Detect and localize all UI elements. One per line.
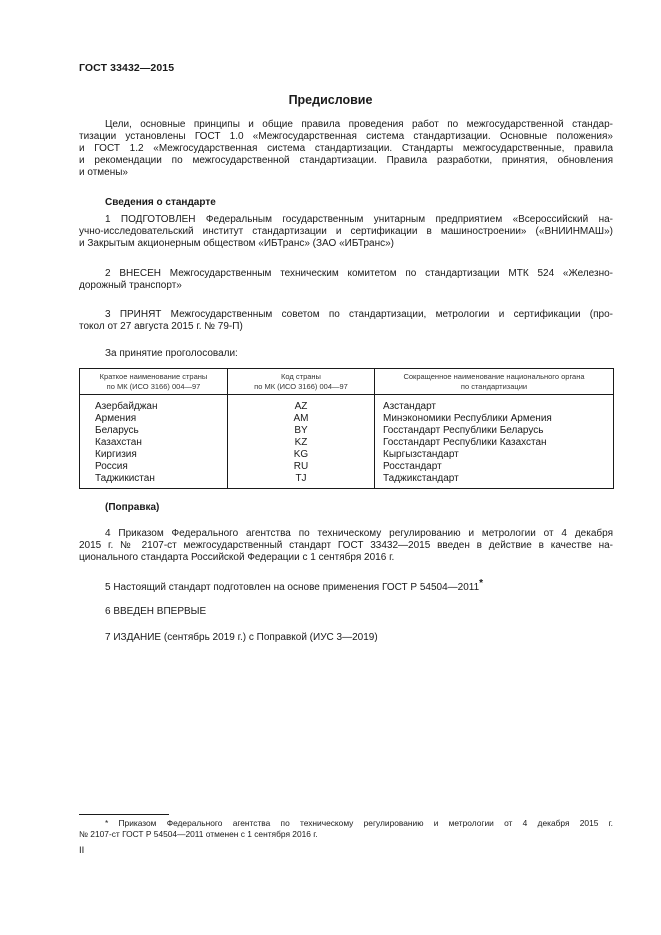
item-line: токол от 27 августа 2015 г. № 79-П) — [79, 321, 243, 333]
table-row — [80, 437, 614, 449]
item-2 — [79, 268, 613, 292]
intro-line: и ГОСТ 1.2 «Межгосударственная система стандартизации. Стандарты межгосударственные, правила — [79, 143, 613, 155]
header-code: Код страны по МК (ИСО 3166) 004—97 — [228, 369, 375, 395]
code-cell: AM — [228, 413, 375, 425]
item-7-text: 7 ИЗДАНИЕ (сентябрь 2019 г.) с Поправкой (ИУС 3—2019) — [105, 632, 378, 643]
body-cell: Минэкономики Республики Армения — [375, 413, 614, 425]
item-line: и Закрытым акционерным обществом «ИБТранс» (ЗАО «ИБТранс») — [79, 238, 395, 250]
footnote-mark: * — [479, 578, 484, 589]
page-number: II — [79, 845, 85, 856]
item-6 — [79, 606, 613, 618]
item-line: дорожный транспорт» — [79, 280, 182, 292]
document-header: ГОСТ 33432—2015 — [79, 62, 175, 74]
voting-table — [79, 368, 614, 489]
table-row — [80, 449, 614, 461]
item-line: 1 ПОДГОТОВЛЕН Федеральным государственным унитарным предприятием «Всероссийский на- — [105, 214, 613, 225]
vote-intro — [79, 348, 613, 360]
country-cell: Казахстан — [80, 437, 228, 449]
item-1 — [79, 214, 613, 250]
body-cell: Росстандарт — [375, 461, 614, 473]
vote-intro-text: За принятие проголосовали: — [105, 348, 238, 359]
item-line: 2 ВНЕСЕН Межгосударственным техническим комитетом по стандартизации МТК 524 «Железно- — [105, 268, 613, 279]
footnote-divider — [79, 814, 169, 815]
code-cell: RU — [228, 461, 375, 473]
footnote — [79, 818, 613, 839]
intro-line: Цели, основные принципы и общие правила проведения работ по межгосударственной стандар- — [105, 119, 613, 130]
country-cell: Таджикистан — [80, 473, 228, 489]
code-cell: KG — [228, 449, 375, 461]
item-line: 4 Приказом Федерального агентства по техническому регулированию и метрологии от 4 декабря — [105, 528, 613, 539]
code-cell: TJ — [228, 473, 375, 489]
body-cell: Таджикстандарт — [375, 473, 614, 489]
body-cell: Азстандарт — [375, 395, 614, 414]
intro-paragraph — [79, 119, 613, 179]
country-cell: Азербайджан — [80, 395, 228, 414]
country-cell: Киргизия — [80, 449, 228, 461]
body-cell: Госстандарт Республики Беларусь — [375, 425, 614, 437]
item-6-text: 6 ВВЕДЕН ВПЕРВЫЕ — [105, 606, 207, 617]
code-cell: KZ — [228, 437, 375, 449]
section-subheading: Сведения о стандарте — [105, 197, 216, 208]
item-4 — [79, 528, 613, 564]
item-line: 3 ПРИНЯТ Межгосударственным советом по стандартизации, метрологии и сертификации (про- — [105, 309, 613, 320]
table-row — [80, 461, 614, 473]
intro-line: и рекомендации по межгосударственной стандартизации. Правила разработки, принятия, обновления — [79, 155, 613, 167]
table-row — [80, 473, 614, 489]
header-body: Сокращенное наименование национального органа по стандартизации — [375, 369, 614, 395]
page-title: Предисловие — [288, 93, 373, 107]
table-row — [80, 425, 614, 437]
code-cell: AZ — [228, 395, 375, 414]
item-7 — [79, 632, 613, 644]
intro-line: тизации установлены ГОСТ 1.0 «Межгосударственная система стандартизации. Основные положения» — [79, 131, 613, 143]
item-line: 2015 г. № 2107-ст межгосударственный стандарт ГОСТ 33432—2015 введен в действие в качестве на- — [79, 540, 613, 552]
header-country: Краткое наименование страны по МК (ИСО 3166) 004—97 — [80, 369, 228, 395]
item-line: ционального стандарта Российской Федерации с 1 сентября 2016 г. — [79, 552, 395, 564]
item-5 — [79, 578, 613, 594]
item-line: учно-исследовательский институт стандартизации и сертификации в машиностроении» («ВНИИНМАШ») — [79, 226, 613, 238]
footnote-line: № 2107-ст ГОСТ Р 54504—2011 отменен с 1 сентября 2016 г. — [79, 828, 318, 839]
table-header-row — [80, 369, 614, 395]
body-cell: Кыргызстандарт — [375, 449, 614, 461]
table-row — [80, 413, 614, 425]
table-row — [80, 395, 614, 414]
intro-line: и отмены» — [79, 167, 128, 179]
country-cell: Беларусь — [80, 425, 228, 437]
country-cell: Армения — [80, 413, 228, 425]
footnote-line: * Приказом Федерального агентства по техническому регулированию и метрологии от 4 декабря 2015 г. — [105, 818, 613, 828]
amendment-label: (Поправка) — [105, 502, 160, 513]
body-cell: Госстандарт Республики Казахстан — [375, 437, 614, 449]
country-cell: Россия — [80, 461, 228, 473]
code-cell: BY — [228, 425, 375, 437]
item-3 — [79, 309, 613, 333]
item-5-text: 5 Настоящий стандарт подготовлен на основе применения ГОСТ Р 54504—2011 — [105, 582, 480, 593]
